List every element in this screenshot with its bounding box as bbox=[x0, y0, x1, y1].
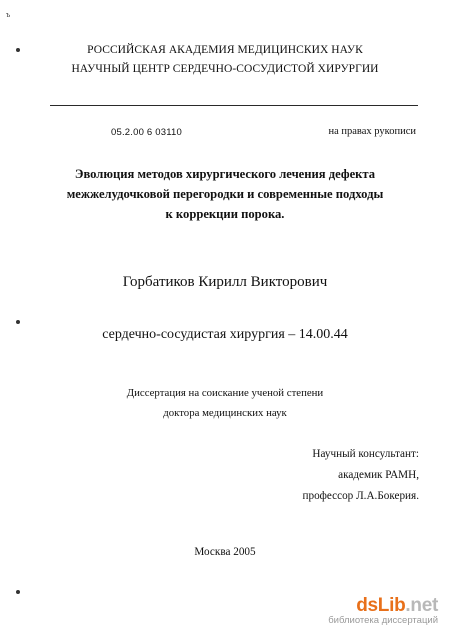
specialty: сердечно-сосудистая хирургия – 14.00.44 bbox=[102, 327, 348, 342]
watermark-logo-part1: dsLib bbox=[356, 595, 406, 616]
consultant-name: профессор Л.А.Бокерия. bbox=[302, 490, 419, 502]
scan-mark-2 bbox=[16, 320, 20, 324]
scientific-consultant bbox=[302, 444, 419, 507]
rights-note: на правах рукописи bbox=[328, 126, 416, 137]
catalog-code: 05.2.00 6 03110 bbox=[111, 127, 182, 138]
consultant-label: Научный консультант: bbox=[312, 448, 419, 460]
header-divider bbox=[50, 105, 418, 106]
title-line-2: межжелудочковой перегородки и современные подходы bbox=[66, 187, 384, 201]
center-name: НАУЧНЫЙ ЦЕНТР СЕРДЕЧНО-СОСУДИСТОЙ ХИРУРГИИ bbox=[71, 63, 379, 75]
watermark-logo bbox=[328, 595, 438, 617]
city-year: Москва 2005 bbox=[194, 546, 256, 558]
title-line-3: к коррекции порока. bbox=[165, 207, 285, 221]
margin-note: ъ bbox=[6, 10, 11, 19]
watermark[interactable] bbox=[328, 595, 438, 626]
scan-mark-3 bbox=[16, 590, 20, 594]
watermark-subtitle: библиотека диссертаций bbox=[328, 615, 438, 626]
consultant-rank: академик РАМН, bbox=[338, 469, 419, 481]
dissertation-title bbox=[0, 164, 450, 224]
author-name: Горбатиков Кирилл Викторович bbox=[122, 274, 328, 290]
degree-statement bbox=[0, 383, 450, 423]
watermark-logo-part2: .net bbox=[405, 595, 438, 616]
academy-name: РОССИЙСКАЯ АКАДЕМИЯ МЕДИЦИНСКИХ НАУК bbox=[87, 44, 363, 56]
degree-line-1: Диссертация на соискание ученой степени bbox=[126, 387, 324, 399]
title-line-1: Эволюция методов хирургического лечения дефекта bbox=[74, 167, 376, 181]
degree-line-2: доктора медицинских наук bbox=[163, 407, 287, 419]
